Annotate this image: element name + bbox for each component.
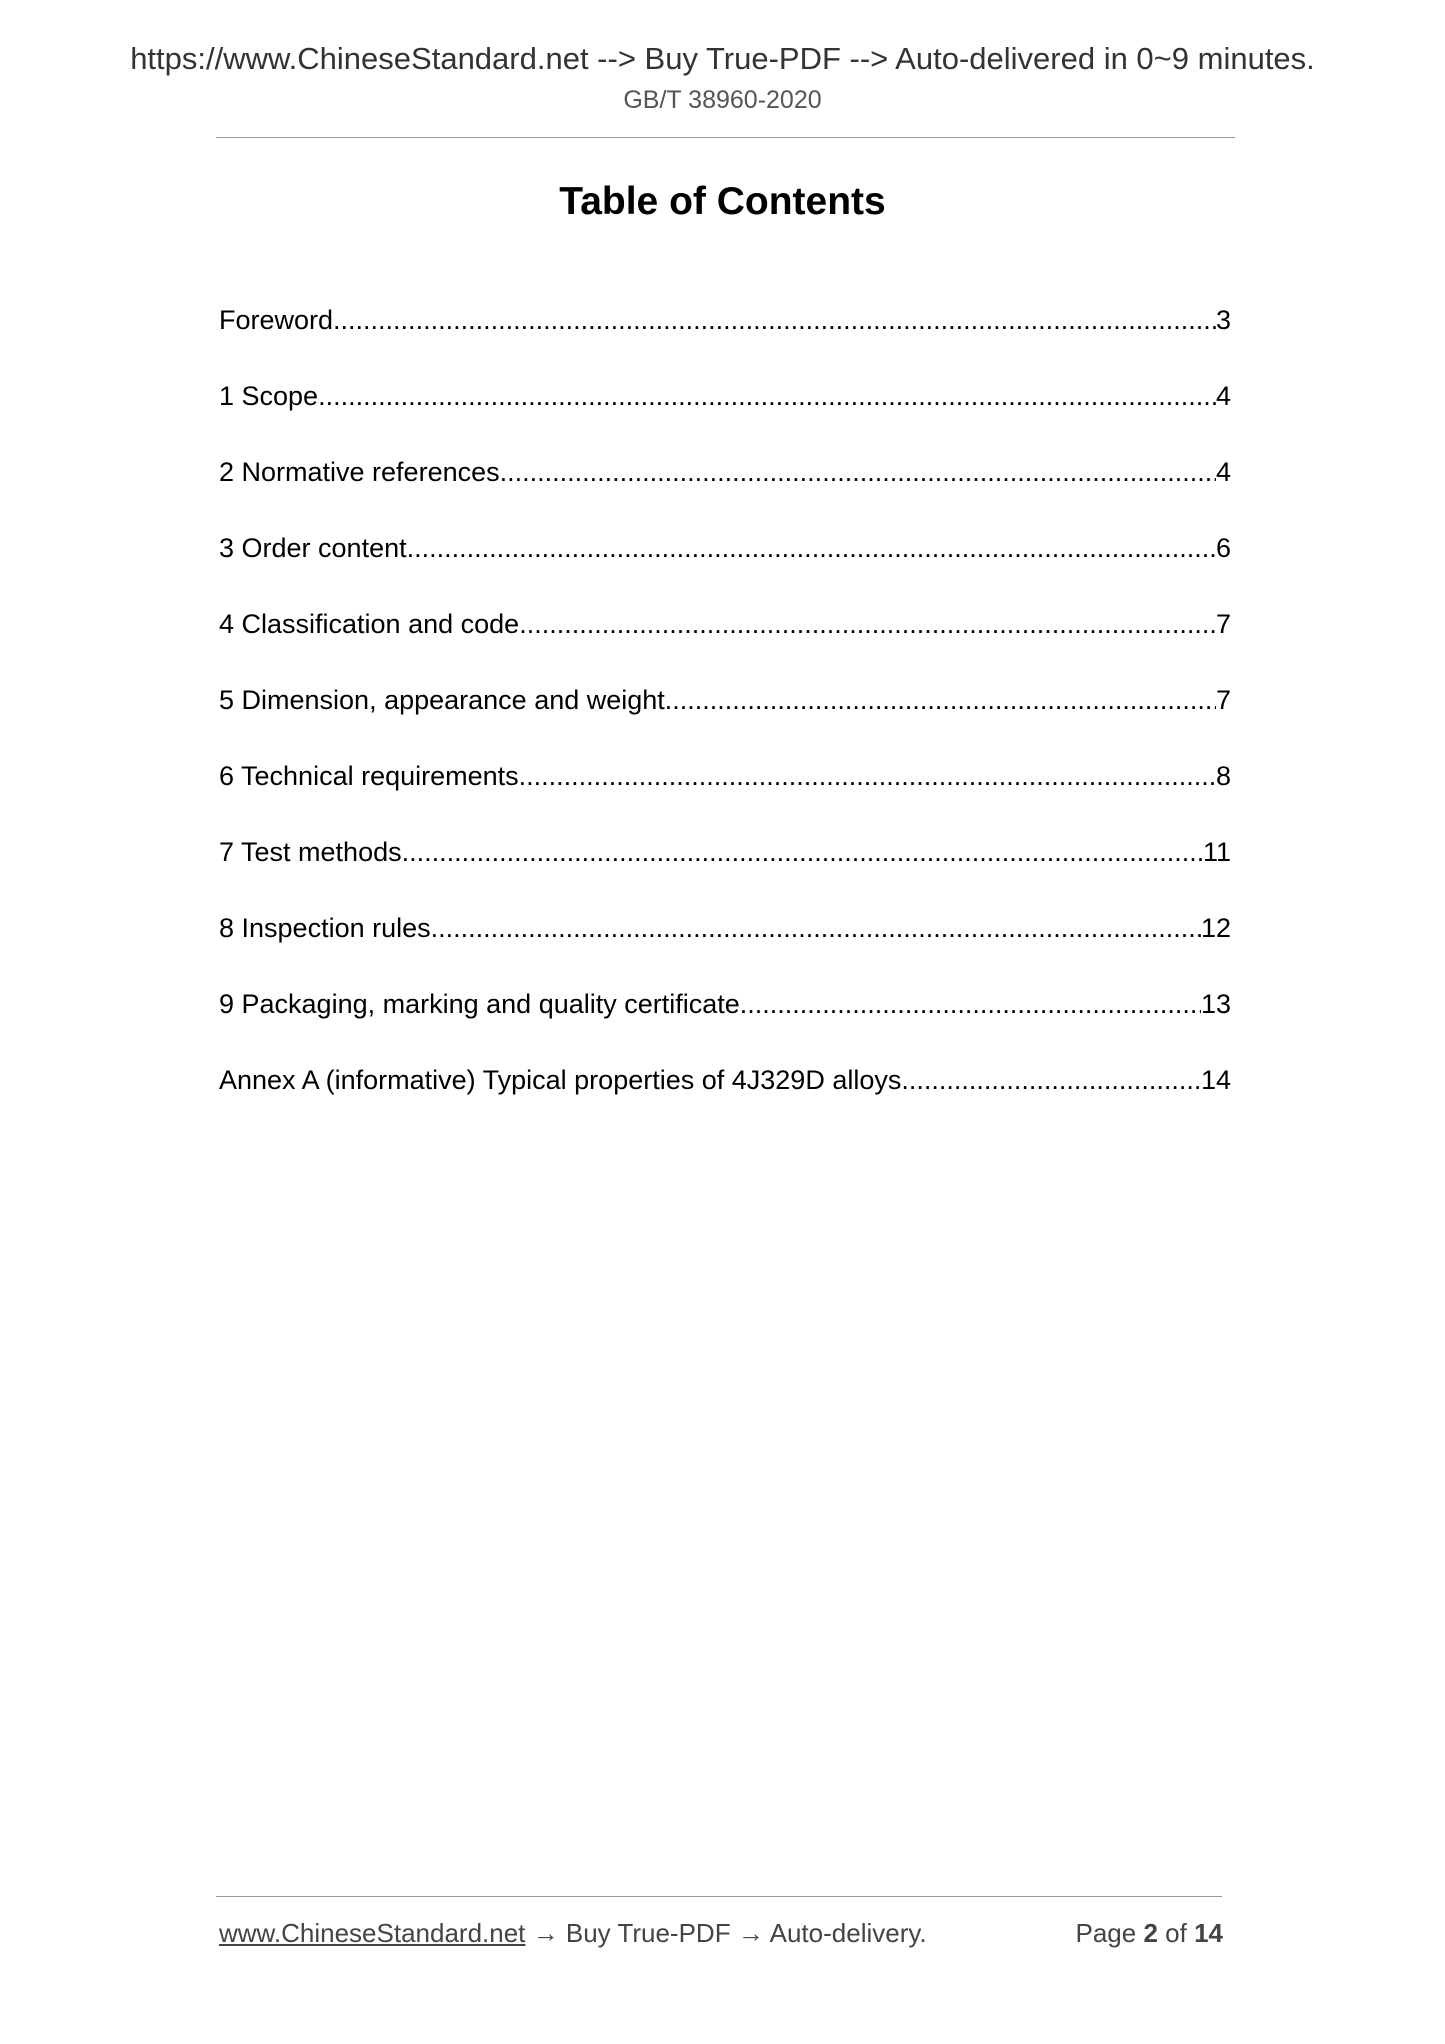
- toc-dot-leader: [431, 908, 1201, 948]
- footer-site-link[interactable]: www.ChineseStandard.net: [219, 1918, 526, 1948]
- standard-code: GB/T 38960-2020: [623, 86, 822, 114]
- toc-entry-page: 14: [1200, 1065, 1231, 1095]
- toc-dot-leader: [407, 528, 1216, 568]
- current-page-number: 2: [1143, 1918, 1158, 1948]
- toc-entry-page: 13: [1200, 989, 1231, 1019]
- page-word: Page: [1075, 1918, 1137, 1948]
- toc-entry-page: 12: [1200, 913, 1231, 943]
- page-number: [1075, 1918, 1223, 1949]
- toc-entry-label: 2 Normative references: [219, 457, 500, 487]
- table-of-contents: [219, 300, 1231, 1136]
- toc-entry-label: 8 Inspection rules: [219, 913, 431, 943]
- toc-entry-order-content[interactable]: [219, 528, 1231, 604]
- toc-entry-inspection-rules[interactable]: [219, 908, 1231, 984]
- toc-entry-page: 8: [1215, 761, 1231, 791]
- toc-entry-page: 3: [1215, 305, 1231, 335]
- toc-entry-label: 4 Classification and code: [219, 609, 520, 639]
- toc-dot-leader: [740, 984, 1201, 1024]
- toc-dot-leader: [519, 604, 1216, 644]
- toc-dot-leader: [901, 1060, 1201, 1100]
- toc-entry-foreword[interactable]: [219, 300, 1231, 376]
- toc-entry-label: 1 Scope: [219, 381, 319, 411]
- toc-entry-annex-a[interactable]: [219, 1060, 1231, 1136]
- toc-entry-packaging-marking-certificate[interactable]: [219, 984, 1231, 1060]
- toc-entry-scope[interactable]: [219, 376, 1231, 452]
- toc-entry-page: 7: [1215, 609, 1231, 639]
- toc-dot-leader: [333, 300, 1216, 340]
- toc-dot-leader: [318, 376, 1216, 416]
- toc-entry-page: 4: [1215, 457, 1231, 487]
- header-banner: https://www.ChineseStandard.net --> Buy True-PDF --> Auto-delivered in 0~9 minutes.: [130, 41, 1315, 76]
- total-page-count: 14: [1194, 1918, 1223, 1948]
- toc-dot-leader: [402, 832, 1203, 872]
- toc-entry-technical-requirements[interactable]: [219, 756, 1231, 832]
- toc-entry-label: 6 Technical requirements: [219, 761, 519, 791]
- toc-entry-label: Annex A (informative) Typical properties of 4J329D alloys: [219, 1065, 902, 1095]
- toc-entry-page: 7: [1215, 685, 1231, 715]
- toc-entry-page: 11: [1202, 837, 1231, 867]
- toc-dot-leader: [665, 680, 1216, 720]
- toc-entry-label: Foreword: [219, 305, 334, 335]
- footer-promo: [219, 1918, 927, 1949]
- toc-dot-leader: [500, 452, 1216, 492]
- toc-dot-leader: [519, 756, 1216, 796]
- page-title: Table of Contents: [559, 180, 886, 223]
- footer-divider: [216, 1896, 1222, 1897]
- toc-entry-test-methods[interactable]: [219, 832, 1231, 908]
- toc-entry-page: 6: [1215, 533, 1231, 563]
- toc-entry-classification-and-code[interactable]: [219, 604, 1231, 680]
- toc-entry-page: 4: [1215, 381, 1231, 411]
- toc-entry-normative-references[interactable]: [219, 452, 1231, 528]
- header-divider: [216, 137, 1235, 138]
- of-word: of: [1165, 1918, 1187, 1948]
- arrow-right-icon: →: [532, 1918, 559, 1948]
- toc-entry-label: 3 Order content: [219, 533, 407, 563]
- toc-entry-label: 5 Dimension, appearance and weight: [219, 685, 665, 715]
- arrow-right-icon: →: [737, 1918, 764, 1948]
- toc-entry-dimension-appearance-weight[interactable]: [219, 680, 1231, 756]
- toc-entry-label: 7 Test methods: [219, 837, 402, 867]
- toc-entry-label: 9 Packaging, marking and quality certificate: [219, 989, 740, 1019]
- footer-buy-text: Buy True-PDF: [565, 1918, 731, 1948]
- footer-delivery-text: Auto-delivery.: [769, 1918, 927, 1948]
